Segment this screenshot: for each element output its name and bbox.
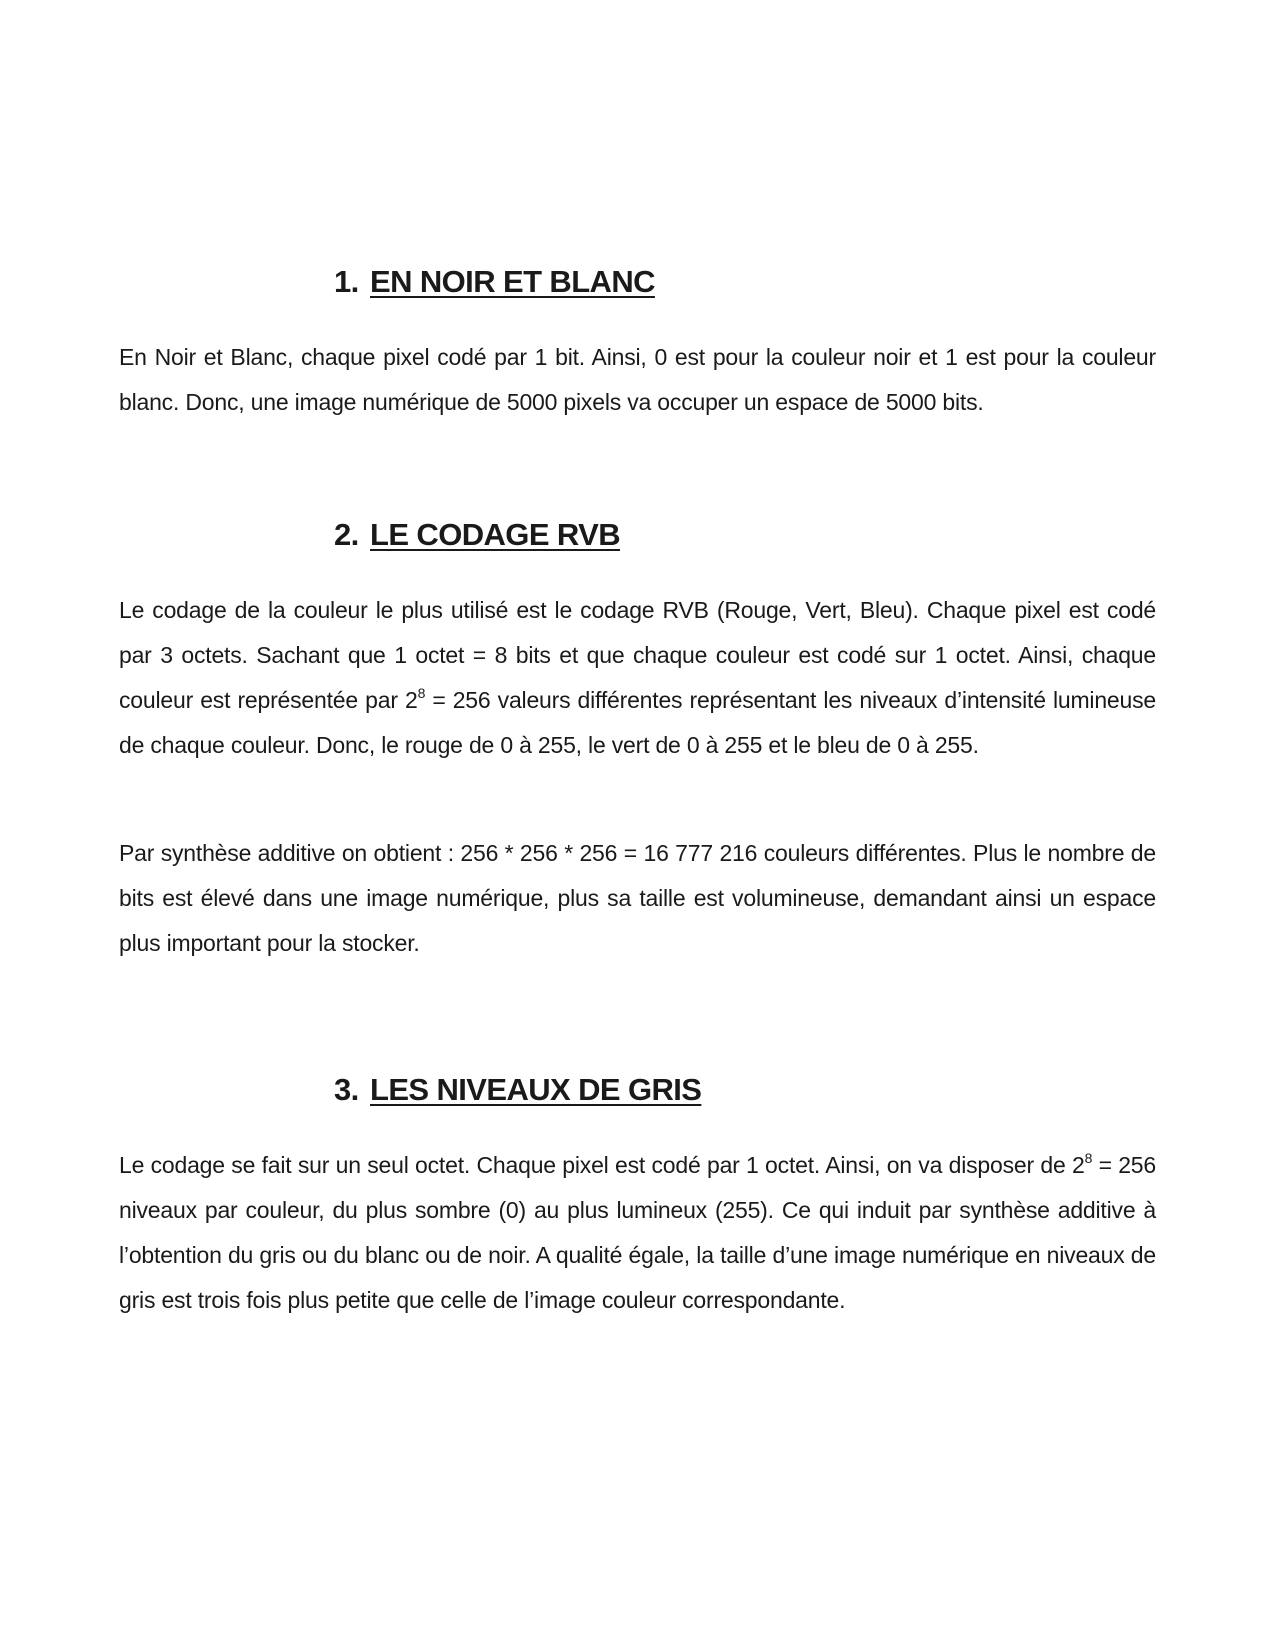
section-2-paragraph-2-text: Par synthèse additive on obtient : 256 * 256 * 256 = 16 777 216 couleurs différentes. Plus le nombre de bits est élevé dans une image numérique, plus sa taille est volumineuse, demandant ainsi un espace plus important pour la stocker. xyxy=(119,840,1156,956)
section-2-paragraph-1 xyxy=(119,588,1156,768)
section-3-paragraph-1-text-before: Le codage se fait sur un seul octet. Chaque pixel est codé par 1 octet. Ainsi, on va disposer de 2 xyxy=(119,1152,1085,1178)
section-2-paragraph-2 xyxy=(119,831,1156,966)
section-3-exponent: 8 xyxy=(1084,1150,1093,1166)
section-3-heading xyxy=(334,1070,701,1110)
section-1-paragraph-1 xyxy=(119,335,1156,425)
section-1-number: 1. xyxy=(334,264,359,299)
section-2-paragraph-1-text-after: = 256 valeurs différentes représentant les niveaux d’intensité lumineuse de chaque couleur. Donc, le rouge de 0 à 255, le vert de 0 à 255 et le bleu de 0 à 255. xyxy=(119,687,1156,758)
section-3-title: LES NIVEAUX DE GRIS xyxy=(370,1072,702,1107)
section-3-paragraph-1 xyxy=(119,1143,1156,1323)
section-1-paragraph-1-text: En Noir et Blanc, chaque pixel codé par 1 bit. Ainsi, 0 est pour la couleur noir et 1 est pour la couleur blanc. Donc, une image numérique de 5000 pixels va occuper un espace de 5000 bits. xyxy=(119,344,1156,415)
section-1-title: EN NOIR ET BLANC xyxy=(370,264,655,299)
section-2-number: 2. xyxy=(334,517,359,552)
section-1-heading xyxy=(334,262,655,302)
section-2-title: LE CODAGE RVB xyxy=(370,517,620,552)
section-3-number: 3. xyxy=(334,1072,359,1107)
section-2-heading xyxy=(334,515,620,555)
section-2-exponent: 8 xyxy=(417,685,426,701)
section-2-paragraph-1-text-before: Le codage de la couleur le plus utilisé est le codage RVB (Rouge, Vert, Bleu). Chaque pixel est codé par 3 octets. Sachant que 1 octet = 8 bits et que chaque couleur est codé sur 1 octet. Ainsi, chaque couleur est représentée par 2 xyxy=(119,597,1156,713)
section-3-paragraph-1-text-after: = 256 niveaux par couleur, du plus sombre (0) au plus lumineux (255). Ce qui induit par synthèse additive à l’obtention du gris ou du blanc ou de noir. A qualité égale, la taille d’une image numérique en niveaux de gris est trois fois plus petite que celle de l’image couleur correspondante. xyxy=(119,1152,1156,1313)
